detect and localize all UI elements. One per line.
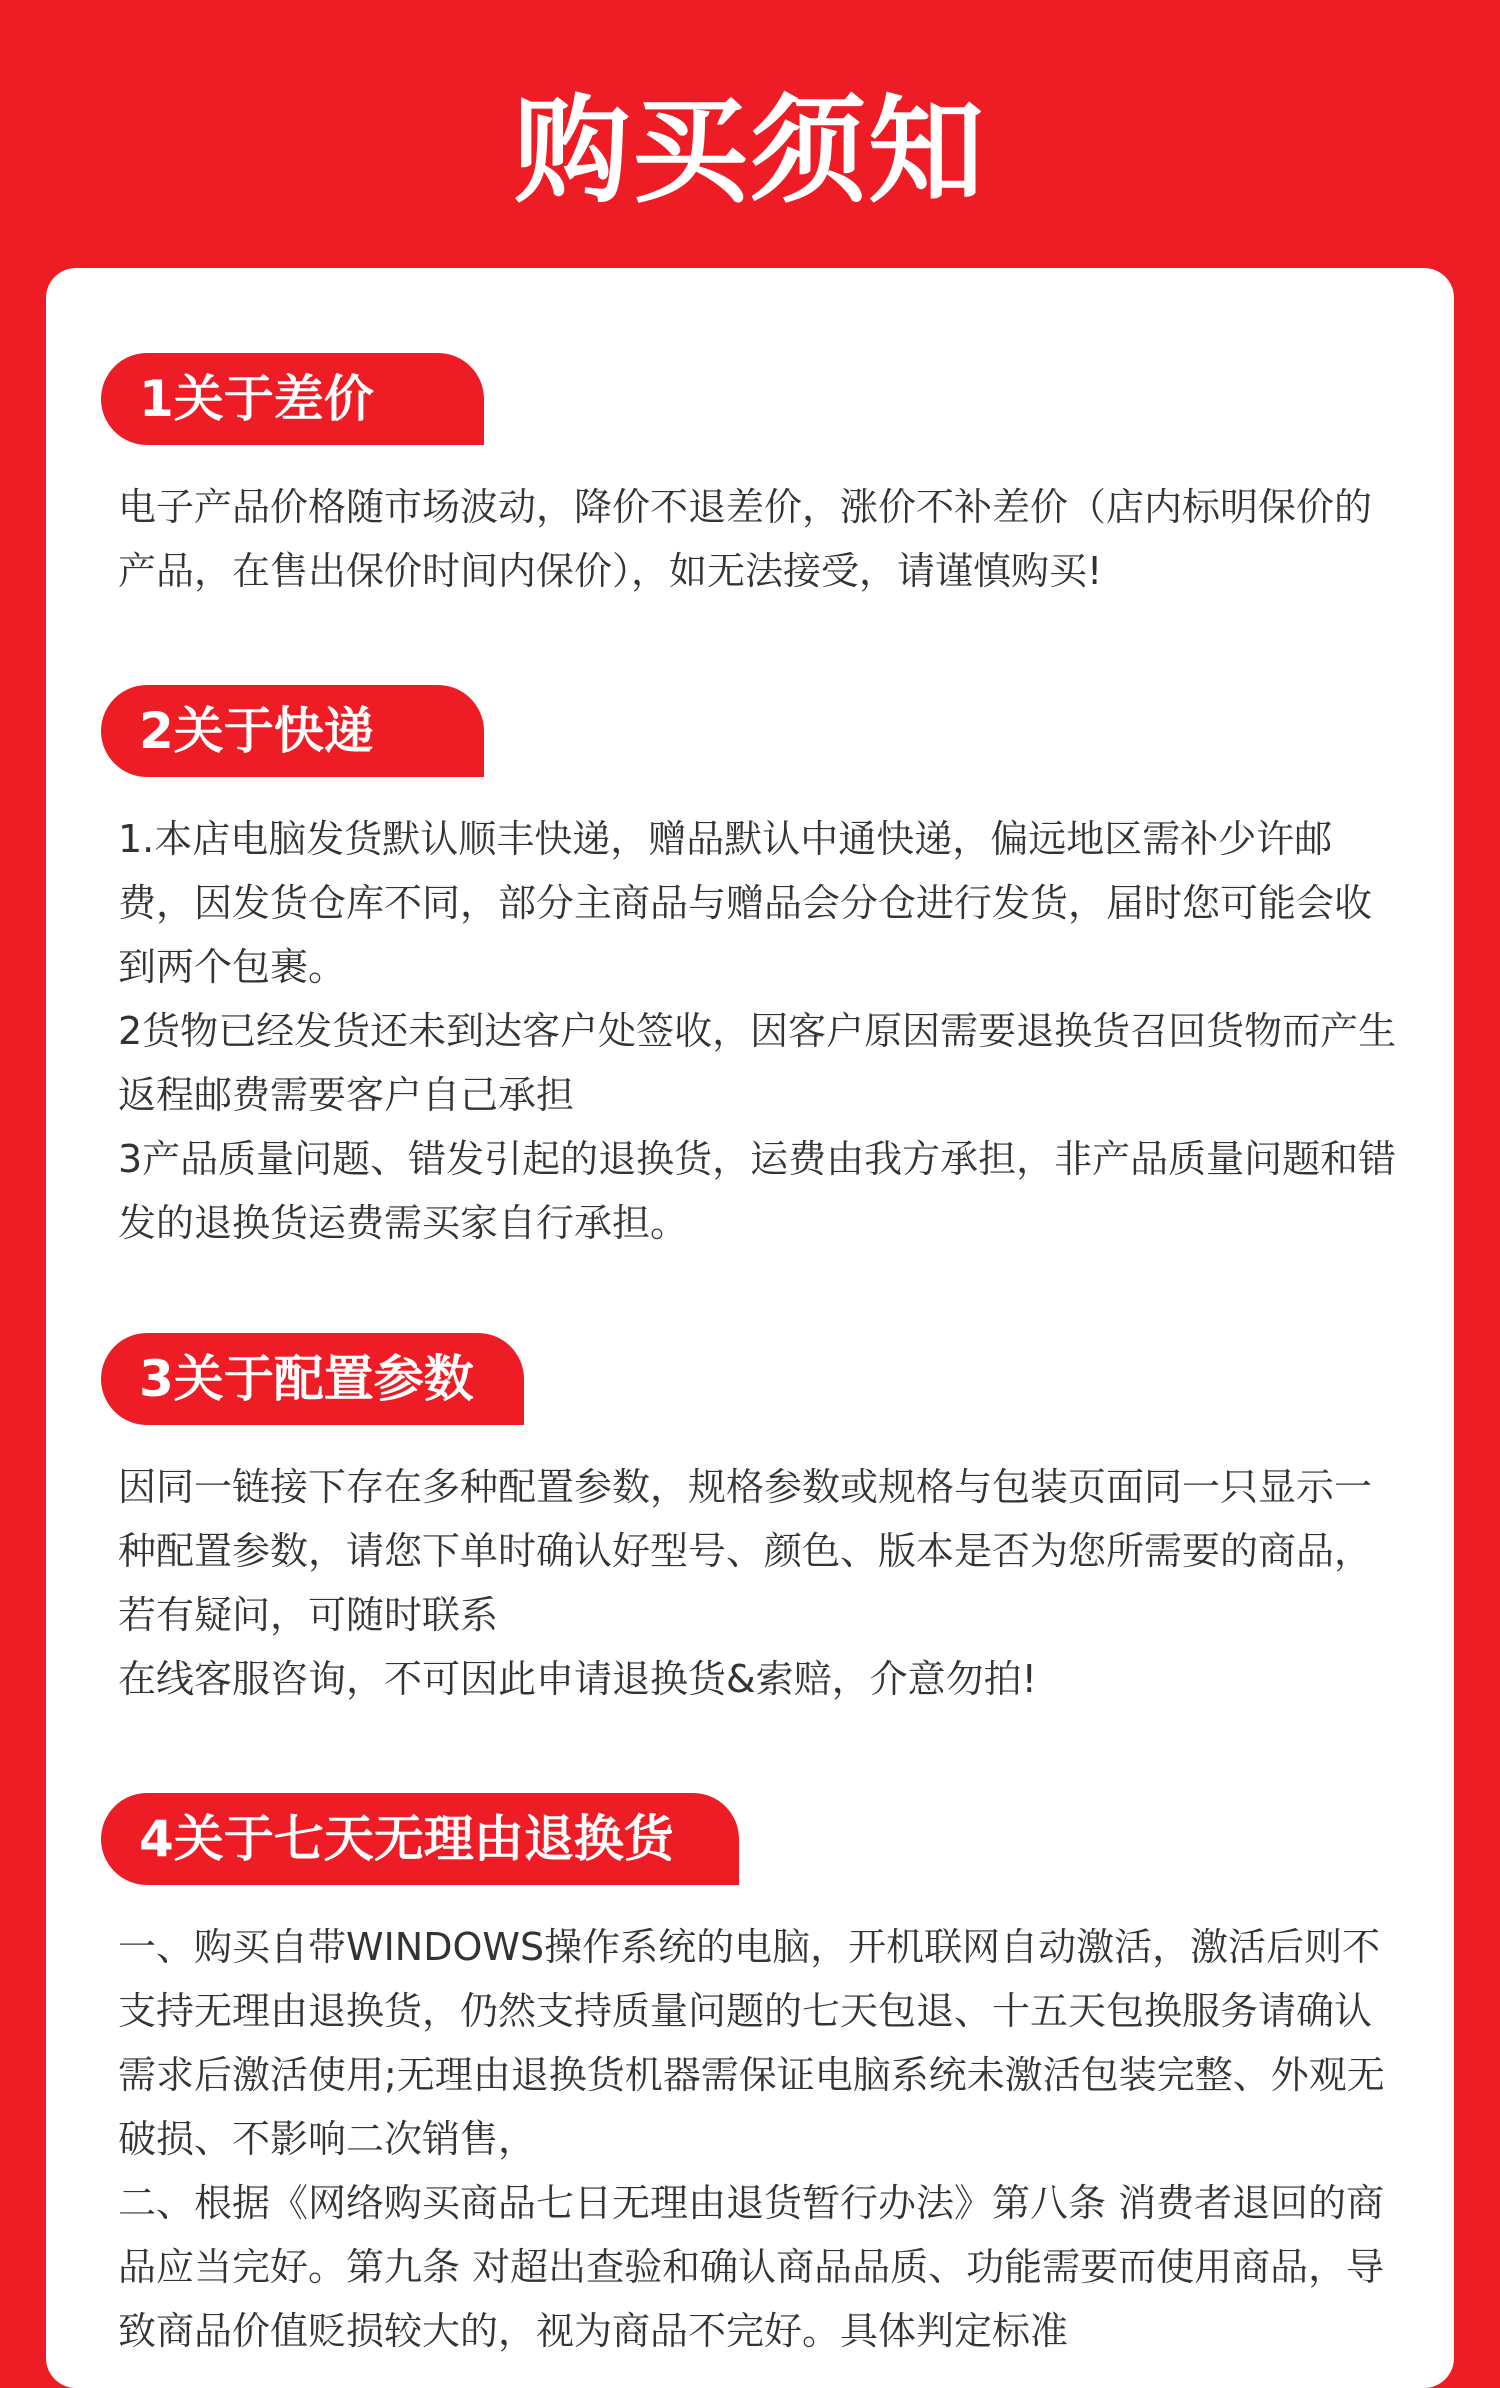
paragraph: 电子产品价格随市场波动，降价不退差价，涨价不补差价（店内标明保价的产品，在售出保价时间内保价），如无法接受，请谨慎购买!: [118, 485, 1373, 593]
section-body: [118, 1915, 1408, 2363]
section-heading: 3关于配置参数: [101, 1333, 524, 1425]
paragraph: 1.本店电脑发货默认顺丰快递，赠品默认中通快递，偏远地区需补少许邮费，因发货仓库不同，部分主商品与赠品会分仓进行发货，届时您可能会收到两个包裹。: [118, 817, 1373, 989]
section-body: [118, 807, 1408, 1255]
page-title: 购买须知: [514, 84, 986, 219]
paragraph: 2货物已经发货还未到达客户处签收，因客户原因需要退换货召回货物而产生返程邮费需要客户自己承担: [118, 1009, 1397, 1117]
paragraph: 一、购买自带WINDOWS操作系统的电脑，开机联网自动激活，激活后则不支持无理由退换货，仍然支持质量问题的七天包退、十五天包换服务请确认需求后激活使用;无理由退换货机器需保证电脑系统未激活包装完整、外观无破损、不影响二次销售，: [118, 1925, 1385, 2161]
section-heading: 4关于七天无理由退换货: [101, 1793, 739, 1885]
section-body: [118, 475, 1408, 603]
paragraph: 因同一链接下存在多种配置参数，规格参数或规格与包装页面同一只显示一种配置参数，请您下单时确认好型号、颜色、版本是否为您所需要的商品，若有疑问，可随时联系: [118, 1465, 1373, 1637]
paragraph: 3产品质量问题、错发引起的退换货，运费由我方承担，非产品质量问题和错发的退换货运费需买家自行承担。: [118, 1137, 1397, 1245]
section-heading: 2关于快递: [101, 685, 484, 777]
paragraph: 二、根据《网络购买商品七日无理由退货暂行办法》第八条 消费者退回的商品应当完好。第九条 对超出查验和确认商品品质、功能需要而使用商品，导致商品价值贬损较大的，视为商品不完好。具体判定标准: [118, 2181, 1385, 2353]
section-heading: 1关于差价: [101, 353, 484, 445]
section-body: [118, 1455, 1408, 1711]
paragraph: 在线客服咨询，不可因此申请退换货&索赔，介意勿拍!: [118, 1657, 1037, 1701]
notice-card: [46, 268, 1454, 2388]
